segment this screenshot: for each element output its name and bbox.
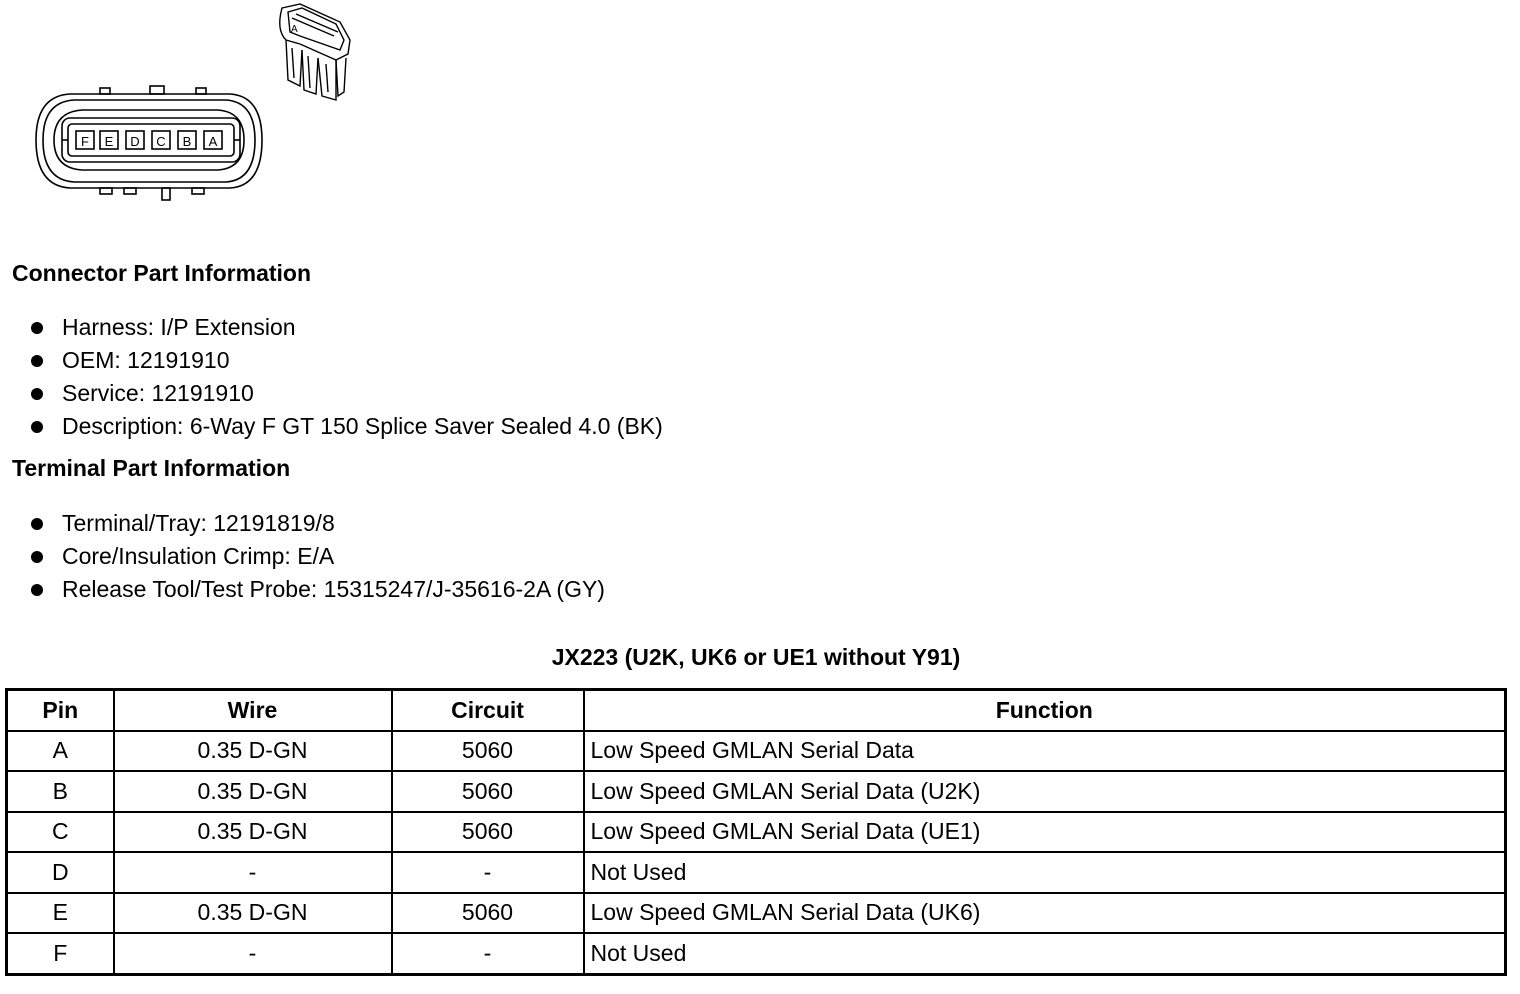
table-row bbox=[7, 852, 1506, 893]
header-wire: Wire bbox=[114, 690, 392, 731]
list-item: Terminal/Tray: 12191819/8 bbox=[28, 507, 605, 540]
header-circuit: Circuit bbox=[392, 690, 584, 731]
cell-circuit: 5060 bbox=[392, 812, 584, 853]
cell-wire: 0.35 D-GN bbox=[114, 731, 392, 772]
cell-function: Low Speed GMLAN Serial Data (UK6) bbox=[584, 893, 1506, 934]
cell-function: Not Used bbox=[584, 852, 1506, 893]
cell-pin: E bbox=[7, 893, 114, 934]
cell-wire: - bbox=[114, 852, 392, 893]
cell-pin: A bbox=[7, 731, 114, 772]
cavity-label: B bbox=[182, 134, 192, 149]
cavity-label: C bbox=[156, 134, 166, 149]
cavity-label: E bbox=[104, 134, 114, 149]
bullet-icon bbox=[31, 421, 43, 433]
cell-circuit: - bbox=[392, 933, 584, 974]
header-function: Function bbox=[584, 690, 1506, 731]
terminal-part-list bbox=[28, 507, 605, 606]
connector-side-view bbox=[280, 4, 350, 100]
cell-pin: B bbox=[7, 771, 114, 812]
connector-part-list bbox=[28, 311, 663, 443]
bullet-icon bbox=[31, 355, 43, 367]
cell-function: Not Used bbox=[584, 933, 1506, 974]
cell-circuit: 5060 bbox=[392, 771, 584, 812]
table-row bbox=[7, 771, 1506, 812]
cell-pin: C bbox=[7, 812, 114, 853]
cell-wire: 0.35 D-GN bbox=[114, 812, 392, 853]
table-row bbox=[7, 933, 1506, 974]
side-view-label: A bbox=[291, 24, 298, 35]
cell-pin: F bbox=[7, 933, 114, 974]
cell-circuit: 5060 bbox=[392, 731, 584, 772]
pinout-table bbox=[5, 688, 1507, 976]
table-row bbox=[7, 812, 1506, 853]
table-row bbox=[7, 893, 1506, 934]
cell-wire: 0.35 D-GN bbox=[114, 893, 392, 934]
cavity-label: F bbox=[81, 134, 89, 149]
cell-circuit: - bbox=[392, 852, 584, 893]
cavity-label: A bbox=[208, 134, 218, 149]
connector-drawing bbox=[0, 0, 380, 210]
cell-circuit: 5060 bbox=[392, 893, 584, 934]
header-pin: Pin bbox=[7, 690, 114, 731]
cavity-label: D bbox=[130, 134, 140, 149]
list-item: OEM: 12191910 bbox=[28, 344, 663, 377]
cell-pin: D bbox=[7, 852, 114, 893]
bullet-icon bbox=[31, 388, 43, 400]
list-item: Release Tool/Test Probe: 15315247/J-35616-2A (GY) bbox=[28, 573, 605, 606]
connector-face-outline bbox=[36, 94, 262, 188]
terminal-part-title: Terminal Part Information bbox=[12, 455, 291, 481]
table-caption: JX223 (U2K, UK6 or UE1 without Y91) bbox=[551, 644, 961, 670]
bullet-icon bbox=[31, 551, 43, 563]
bullet-icon bbox=[31, 584, 43, 596]
list-item: Harness: I/P Extension bbox=[28, 311, 663, 344]
cell-function: Low Speed GMLAN Serial Data (U2K) bbox=[584, 771, 1506, 812]
cell-wire: - bbox=[114, 933, 392, 974]
connector-part-title: Connector Part Information bbox=[12, 260, 312, 286]
list-item: Core/Insulation Crimp: E/A bbox=[28, 540, 605, 573]
bullet-icon bbox=[31, 518, 43, 530]
cell-wire: 0.35 D-GN bbox=[114, 771, 392, 812]
list-item: Description: 6-Way F GT 150 Splice Saver Sealed 4.0 (BK) bbox=[28, 410, 663, 443]
list-item: Service: 12191910 bbox=[28, 377, 663, 410]
table-row bbox=[7, 731, 1506, 772]
bullet-icon bbox=[31, 322, 43, 334]
cell-function: Low Speed GMLAN Serial Data bbox=[584, 731, 1506, 772]
table-header-row bbox=[7, 690, 1506, 731]
cell-function: Low Speed GMLAN Serial Data (UE1) bbox=[584, 812, 1506, 853]
